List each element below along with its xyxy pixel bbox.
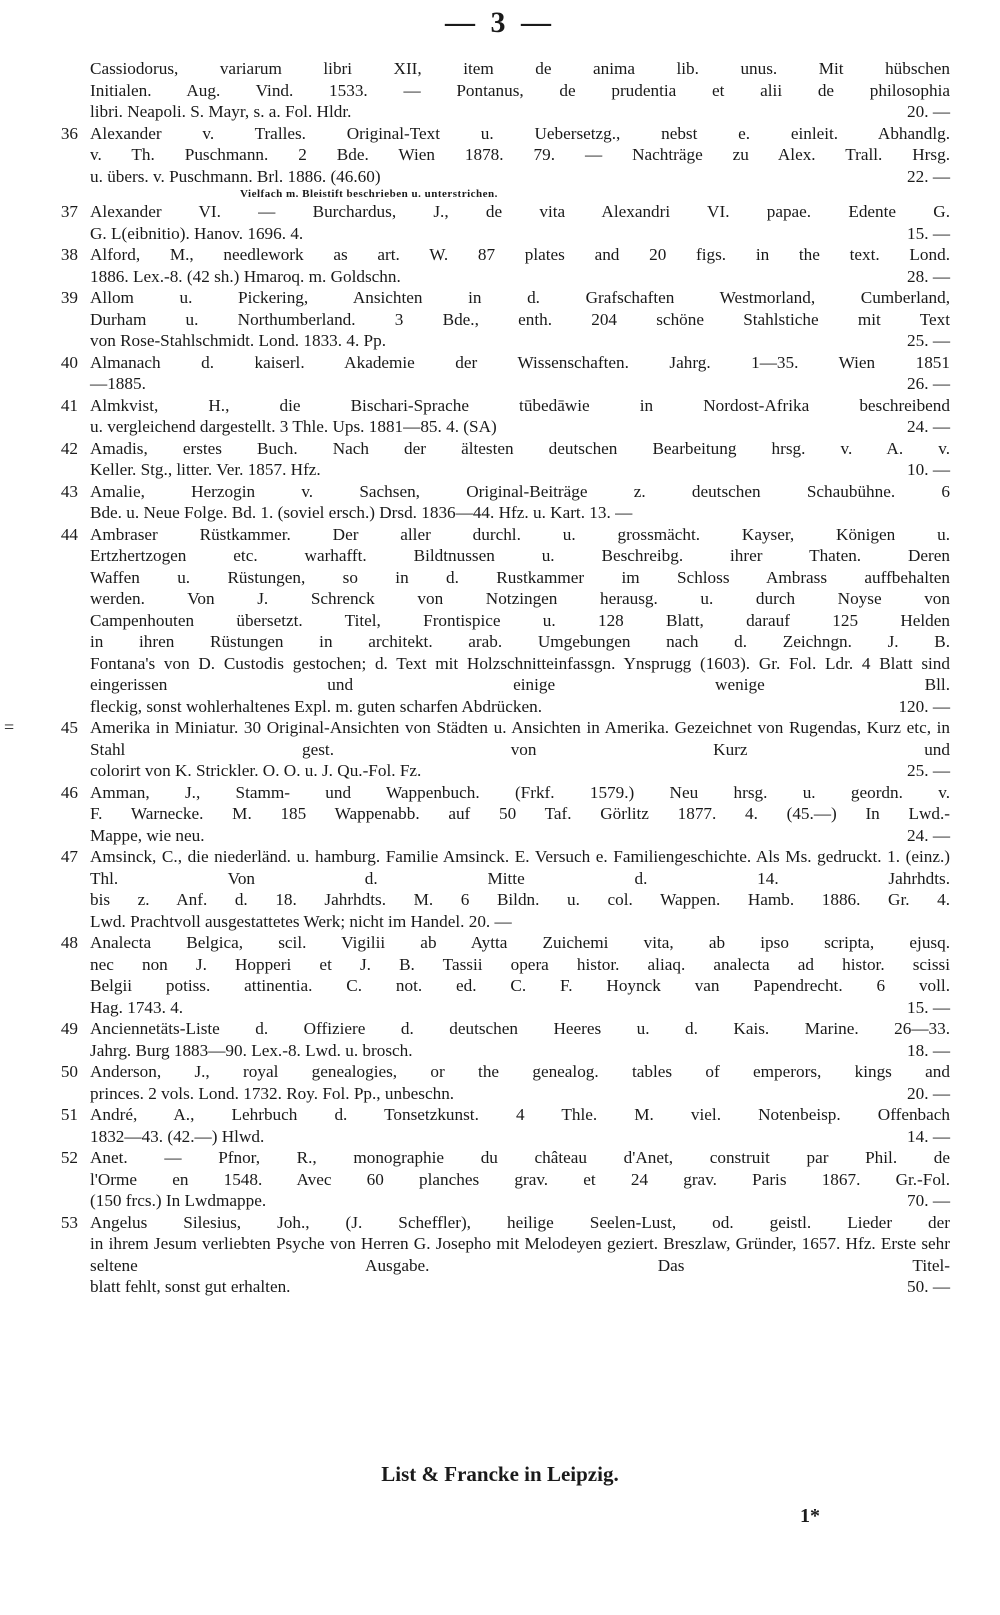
entry-text: u. vergleichend dargestellt. 3 Thle. Ups. 1881—85. 4. (SA)	[90, 417, 497, 436]
entry-text: Hag. 1743. 4.	[90, 997, 184, 1017]
entry-line	[90, 1190, 950, 1212]
catalog-entry	[48, 1061, 950, 1104]
entry-line: André, A., Lehrbuch d. Tonsetzkunst. 4 Thle. M. viel. Notenbeisp. Offenbach	[90, 1105, 950, 1124]
entry-number: 45	[60, 718, 78, 737]
entry-price: 50. —	[907, 1277, 950, 1296]
entry-line	[90, 101, 950, 123]
entry-number: 46	[60, 782, 78, 802]
entry-text: blatt fehlt, sonst gut erhalten.	[90, 1277, 291, 1296]
entry-line	[90, 696, 950, 718]
catalog-entry	[48, 1018, 950, 1061]
entry-line	[90, 997, 950, 1019]
entry-line: Alford, M., needlework as art. W. 87 plates and 20 figs. in the text. Lond.	[90, 245, 950, 264]
entry-text: G. L(eibnitio). Hanov. 1696. 4.	[90, 223, 304, 243]
catalog-entry	[48, 846, 950, 932]
entry-price: 24. —	[907, 417, 950, 436]
entry-number: 40	[60, 352, 78, 372]
margin-mark: =	[4, 717, 15, 737]
catalog-entry	[48, 123, 950, 202]
entry-line: Amman, J., Stamm- und Wappenbuch. (Frkf. 1579.) Neu hrsg. u. geordn. v.	[90, 782, 950, 802]
entry-price: 26. —	[907, 374, 950, 393]
entry-line: Almanach d. kaiserl. Akademie der Wissenschaften. Jahrg. 1—35. Wien 1851	[90, 352, 950, 372]
entry-line	[90, 459, 950, 481]
catalog-entry	[48, 201, 950, 244]
catalog-entry	[4, 717, 950, 782]
catalog-entry	[48, 244, 950, 287]
entry-text: Keller. Stg., litter. Ver. 1857. Hfz.	[90, 460, 321, 479]
catalog-entry	[48, 352, 950, 395]
entry-text: colorirt von K. Strickler. O. O. u. J. Qu.-Fol. Fz.	[90, 761, 422, 780]
entry-text: (150 frcs.) In Lwdmappe.	[90, 1191, 267, 1210]
entry-number: 43	[60, 481, 78, 501]
entry-line: Durham u. Northumberland. 3 Bde., enth. 204 schöne Stahlstiche mit Text	[90, 309, 950, 329]
entry-text: princes. 2 vols. Lond. 1732. Roy. Fol. Pp., unbeschn.	[90, 1083, 455, 1103]
catalog-entry	[48, 524, 950, 718]
entry-text: 1832—43. (42.—) Hlwd.	[90, 1126, 265, 1146]
entry-line	[90, 330, 950, 352]
entry-text: u. übers. v. Puschmann. Brl. 1886. (46.60)	[90, 166, 381, 186]
entry-price: 10. —	[907, 460, 950, 479]
entry-line: Amadis, erstes Buch. Nach der ältesten deutschen Bearbeitung hrsg. v. A. v.	[90, 438, 950, 458]
entry-text: Jahrg. Burg 1883—90. Lex.-8. Lwd. u. brosch.	[90, 1040, 413, 1060]
publisher-imprint: List & Francke in Leipzig.	[381, 1462, 619, 1486]
entry-line	[90, 760, 950, 782]
entry-text: —1885.	[90, 374, 146, 393]
entry-line	[90, 1126, 950, 1148]
entry-line: Amsinck, C., die niederländ. u. hamburg. Familie Amsinck. E. Versuch e. Familiengeschichte. Als Ms. gedruckt. 1. (einz.) Thl. Von d. Mitte d. 14. Jahrhdts.	[90, 847, 950, 888]
entry-number: 41	[60, 395, 78, 415]
entry-line	[90, 416, 950, 438]
entry-line	[90, 373, 950, 395]
entry-line: Amerika in Miniatur. 30 Original-Ansichten von Städten u. Ansichten in Amerika. Gezeichnet von Rugendas, Kurz etc, in Stahl gest. von Kurz und	[90, 718, 950, 759]
entry-text: fleckig, sonst wohlerhaltenes Expl. m. guten scharfen Abdrücken.	[90, 696, 543, 716]
entry-line: Angelus Silesius, Joh., (J. Scheffler), heilige Seelen-Lust, od. geistl. Lieder der	[90, 1212, 950, 1232]
entry-number: 38	[60, 245, 78, 264]
entry-number: 48	[60, 933, 78, 952]
entry-line: Allom u. Pickering, Ansichten in d. Grafschaften Westmorland, Cumberland,	[90, 288, 950, 307]
entry-number: 50	[60, 1062, 78, 1081]
entry-number: 51	[60, 1105, 78, 1124]
entry-text: 1886. Lex.-8. (42 sh.) Hmaroq. m. Goldschn.	[90, 266, 401, 286]
entry-line: Alexander VI. — Burchardus, J., de vita Alexandri VI. papae. Edente G.	[90, 202, 950, 221]
entry-line: in ihrem Jesum verliebten Psyche von Herren G. Josepho mit Melodeyen geziert. Breszlaw, Gründer, 1657. Hfz. Erste sehr seltene Ausgabe. Das Titel-	[90, 1234, 950, 1275]
entry-line: Almkvist, H., die Bischari-Sprache tūbedāwie in Nordost-Afrika beschreibend	[90, 395, 950, 415]
catalog-entry	[48, 1212, 950, 1298]
entry-price: 14. —	[907, 1126, 950, 1146]
entry-number: 42	[60, 438, 78, 458]
entry-line: in ihren Rüstungen in architekt. arab. Umgebungen nach d. Zeichngn. J. B.	[90, 632, 950, 651]
entry-price: 18. —	[907, 1040, 950, 1060]
catalog-entry	[48, 932, 950, 1018]
entry-line: Analecta Belgica, scil. Vigilii ab Aytta Zuichemi vita, ab ipso scripta, ejusq.	[90, 933, 950, 952]
entry-number: 36	[60, 123, 78, 143]
entry-line: Anderson, J., royal genealogies, or the genealog. tables of emperors, kings and	[90, 1062, 950, 1081]
entry-number: 52	[60, 1148, 78, 1167]
entry-line: Bde. u. Neue Folge. Bd. 1. (soviel ersch.) Drsd. 1836—44. Hfz. u. Kart. 13. —	[90, 503, 633, 522]
entry-price: 120. —	[898, 696, 950, 716]
entry-line: nec non J. Hopperi et J. B. Tassii opera histor. aliaq. analecta ad histor. scissi	[90, 954, 950, 974]
entry-line: bis z. Anf. d. 18. Jahrhdts. M. 6 Bildn. u. col. Wappen. Hamb. 1886. Gr. 4.	[90, 890, 950, 909]
entry-line: Campenhouten übersetzt. Titel, Frontispice u. 128 Blatt, darauf 125 Helden	[90, 610, 950, 630]
entry-line: Anet. — Pfnor, R., monographie du château d'Anet, construit par Phil. de	[90, 1148, 950, 1167]
entry-line: Cassiodorus, variarum libri XII, item de anima lib. unus. Mit hübschen	[90, 59, 950, 78]
sheet-signature: 1*	[800, 1505, 820, 1527]
entry-line: Ambraser Rüstkammer. Der aller durchl. u. grossmächt. Kayser, Königen u.	[90, 524, 950, 544]
entry-number: 39	[60, 288, 78, 307]
entry-line: Anciennetäts-Liste d. Offiziere d. deutschen Heeres u. d. Kais. Marine. 26—33.	[90, 1019, 950, 1038]
entry-price: 15. —	[907, 997, 950, 1017]
entry-line	[90, 1083, 950, 1105]
entry-number: 44	[60, 524, 78, 544]
entry-line: Belgii potiss. attinentia. C. not. ed. C. F. Hoynck van Papendrecht. 6 voll.	[90, 976, 950, 995]
catalog-entry	[48, 1104, 950, 1147]
entry-line: Waffen u. Rüstungen, so in d. Rustkammer im Schloss Ambrass auffbehalten	[90, 567, 950, 587]
entry-line: Alexander v. Tralles. Original-Text u. Uebersetzg., nebst e. einleit. Abhandlg.	[90, 123, 950, 143]
entry-line: Initialen. Aug. Vind. 1533. — Pontanus, de prudentia et alii de philosophia	[90, 80, 950, 100]
entry-price: 20. —	[907, 1083, 950, 1103]
entry-text: von Rose-Stahlschmidt. Lond. 1833. 4. Pp.	[90, 331, 387, 350]
catalog-entry	[48, 1147, 950, 1212]
catalog-entry	[48, 58, 950, 123]
entry-line: Ertzhertzogen etc. warhafft. Bildtnussen u. Beschreibg. ihrer Thaten. Deren	[90, 546, 950, 565]
page-number: — 3 —	[445, 6, 555, 39]
entry-number: 37	[60, 202, 78, 221]
entry-price: 70. —	[907, 1191, 950, 1210]
entry-line: F. Warnecke. M. 185 Wappenabb. auf 50 Taf. Görlitz 1877. 4. (45.—) In Lwd.-	[90, 804, 950, 823]
entry-number: 53	[60, 1212, 78, 1232]
catalog-entry	[48, 481, 950, 524]
catalog-list	[4, 58, 950, 1298]
entry-price: 22. —	[907, 166, 950, 186]
entry-line	[90, 266, 950, 288]
entry-line	[90, 223, 950, 245]
entry-price: 28. —	[907, 266, 950, 286]
catalog-entry	[48, 287, 950, 352]
entry-line: Amalie, Herzogin v. Sachsen, Original-Beiträge z. deutschen Schaubühne. 6	[90, 481, 950, 501]
entry-number: 49	[60, 1019, 78, 1038]
entry-line	[90, 166, 950, 188]
entry-line: v. Th. Puschmann. 2 Bde. Wien 1878. 79. — Nachträge zu Alex. Trall. Hrsg.	[90, 145, 950, 164]
entry-line: Fontana's von D. Custodis gestochen; d. Text mit Holzschnitteinfassgn. Ynsprugg (1603). Gr. Fol. Ldr. 4 Blatt sind eingerissen und einige wenige Bll.	[90, 653, 950, 694]
entry-price: 20. —	[907, 102, 950, 121]
entry-text: libri. Neapoli. S. Mayr, s. a. Fol. Hldr.	[90, 102, 352, 121]
catalog-entry	[48, 395, 950, 438]
entry-line: Lwd. Prachtvoll ausgestattetes Werk; nicht im Handel. 20. —	[90, 911, 512, 931]
entry-line	[90, 1276, 950, 1298]
entry-number: 47	[60, 847, 78, 866]
entry-note: Vielfach m. Bleistift beschrieben u. unterstrichen.	[240, 188, 498, 200]
entry-price: 24. —	[907, 825, 950, 845]
catalog-entry	[48, 782, 950, 847]
entry-line: l'Orme en 1548. Avec 60 planches grav. et 24 grav. Paris 1867. Gr.-Fol.	[90, 1169, 950, 1189]
entry-price: 25. —	[907, 331, 950, 350]
entry-line	[90, 825, 950, 847]
entry-price: 25. —	[907, 761, 950, 780]
entry-line: werden. Von J. Schrenck von Notzingen herausg. u. durch Noyse von	[90, 589, 950, 608]
entry-price: 15. —	[907, 223, 950, 243]
catalog-entry	[48, 438, 950, 481]
entry-text: Mappe, wie neu.	[90, 825, 205, 845]
entry-line	[90, 1040, 950, 1062]
